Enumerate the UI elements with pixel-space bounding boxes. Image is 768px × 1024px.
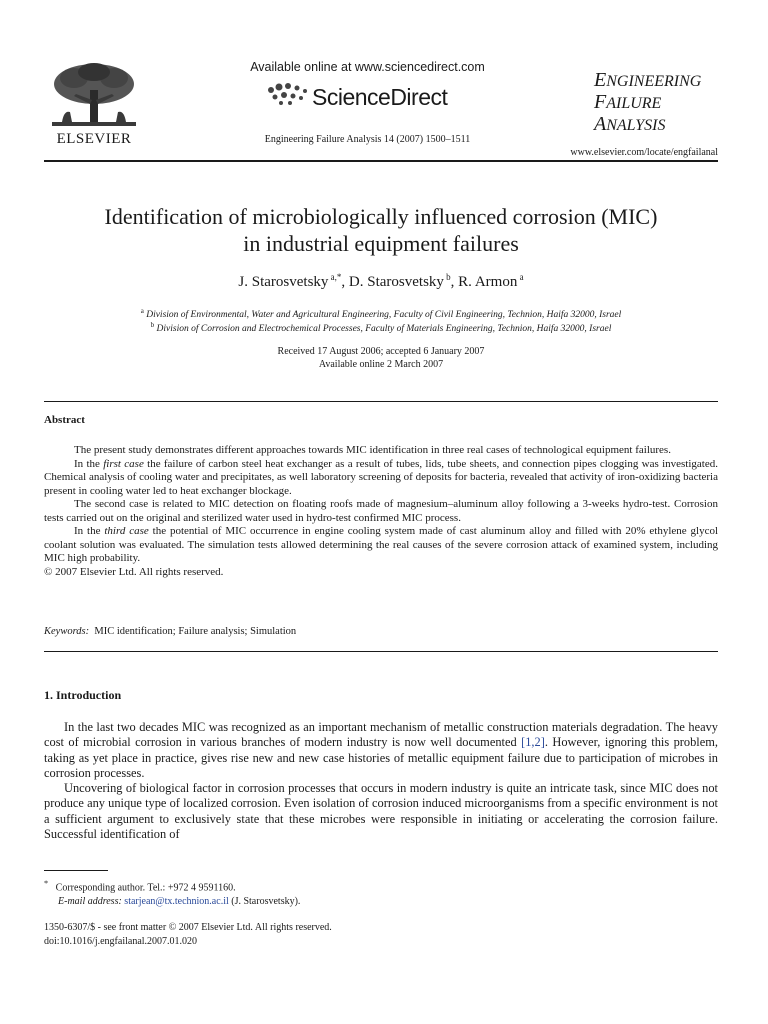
abstract-body [44,444,718,579]
issn-line: 1350-6307/$ - see front matter © 2007 Elsevier Ltd. All rights reserved. [44,922,332,933]
journal-citation: Engineering Failure Analysis 14 (2007) 1500–1511 [264,134,471,145]
body-paragraph: Uncovering of biological factor in corrosion processes that occurs in modern industry is quite an intricate task, since MIC does not produce any unique type of localized corrosion. Even isolation of corrosion induced microorganisms from a specific environment is not a sufficient argument to exclusively state that these microbes were responsible in initiating or accelerating the corrosion failure. Successful identification of [44,781,718,842]
abstract-bottom-rule [44,651,718,652]
sciencedirect-dots-icon [263,80,311,110]
affiliation [44,321,718,334]
front-matter [44,921,718,948]
journal-title-word: NALYSIS [606,117,666,134]
abstract-emphasis: first case [103,457,144,470]
abstract-paragraph [44,525,718,566]
body-text: In the last two decades MIC was recognized as an important mechanism of metallic construction materials degradation. The heavy cost of microbial corrosion in various branches of modern industry is now well documented [44,720,718,750]
body-paragraph [44,720,718,781]
affiliation-marker: b [150,321,155,329]
affiliation [44,307,718,320]
header-rule [44,160,718,162]
introduction-body [44,720,718,842]
abstract-copyright: © 2007 Elsevier Ltd. All rights reserved. [44,565,224,578]
abstract-text: In the [74,525,105,537]
footnote-rule [44,870,108,871]
journal-title [594,70,701,136]
author-affiliation-marker: a [519,272,524,282]
journal-title-initial: A [594,113,607,135]
author-name: D. Starosvetsky [348,274,444,290]
article-title [44,203,718,257]
affiliation-text: Division of Corrosion and Electrochemical Processes, Faculty of Materials Engineering, Technion, Haifa 32000, Israel [156,324,612,335]
abstract-emphasis: third case [104,525,149,537]
abstract-paragraph [44,458,718,499]
journal-title-initial: E [594,69,607,91]
article-dates [44,345,718,371]
email-label: E-mail address: [58,895,122,907]
keywords [44,626,718,637]
keywords-label: Keywords: [44,626,90,637]
author-affiliation-marker: a,* [330,272,342,282]
affiliation-marker: a [140,307,144,315]
section-heading: 1. Introduction [44,688,122,702]
abstract-text: the failure of carbon steel heat exchanger as a result of tubes, lids, tube sheets, and connection pipes clogging was investigated. Chemical analysis of cooling water and precipitates, as well laboratory screening of deposits for bacteria, revealed that activity of iron-oxidizing bacteria present in cooling water led to heat exchanger blockage. [44,457,718,497]
available-online-notice: Available online at www.sciencedirect.com [250,60,485,74]
corresponding-author: Corresponding author. Tel.: +972 4 9591160. [55,882,236,894]
available-date: Available online 2 March 2007 [318,359,444,370]
doi-line: doi:10.1016/j.engfailanal.2007.01.020 [44,935,198,947]
email-owner: (J. Starosvetsky). [231,895,301,907]
author-name: R. Armon [458,274,518,290]
journal-url-link[interactable]: www.elsevier.com/locate/engfailanal [570,147,718,158]
journal-title-word: AILURE [606,95,662,112]
received-date: Received 17 August 2006; accepted 6 January 2007 [277,346,485,357]
sciencedirect-wordmark: ScienceDirect [312,84,448,110]
article-title-line: Identification of microbiologically influenced corrosion (MIC) [104,204,658,229]
footnote [44,877,718,908]
footnote-marker: * [44,879,49,888]
author-affiliation-marker: b [446,272,451,282]
email-link[interactable]: starjean@tx.technion.ac.il [124,895,229,907]
affiliation-text: Division of Environmental, Water and Agricultural Engineering, Faculty of Civil Engineering, Technion, Haifa 32000, Israel [146,310,622,321]
author-separator: , [450,274,459,290]
keywords-list: MIC identification; Failure analysis; Simulation [94,626,297,637]
abstract-paragraph: The second case is related to MIC detection on floating roofs made of magnesium–aluminum alloy following a 3-weeks hydro-test. Corrosion tests carried out on the original and sterilized water used in hydro-test confirmed MIC process. [44,498,718,524]
journal-title-initial: F [594,91,607,113]
author-separator: , [341,274,349,290]
citation-link[interactable]: [1,2] [521,735,545,750]
author-list [44,272,718,291]
abstract-heading: Abstract [44,414,85,426]
abstract-paragraph: The present study demonstrates different approaches towards MIC identification in three real cases of technological equipment failures. [74,444,671,456]
journal-title-word: NGINEERING [606,73,702,90]
body-text: . However, ignoring this problem, taking as yet place in practice, gives rise new and new case histories of metallic equipment failure due to participation of microbes in corrosion processes. [44,735,718,780]
publisher-name: ELSEVIER [56,131,132,147]
abstract-top-rule [44,401,718,402]
author-name: J. Starosvetsky [238,274,329,290]
abstract-text: the potential of MIC occurrence in engine cooling system made of cast aluminum alloy and filled with 20% ethylene glycol coolant solution was evaluated. The simulation tests allowed determining the real causes of the severe corrosion attack of examined system, including MIC high probability. [44,525,719,564]
abstract-text: In the [74,457,104,470]
article-title-line: in industrial equipment failures [243,231,519,256]
